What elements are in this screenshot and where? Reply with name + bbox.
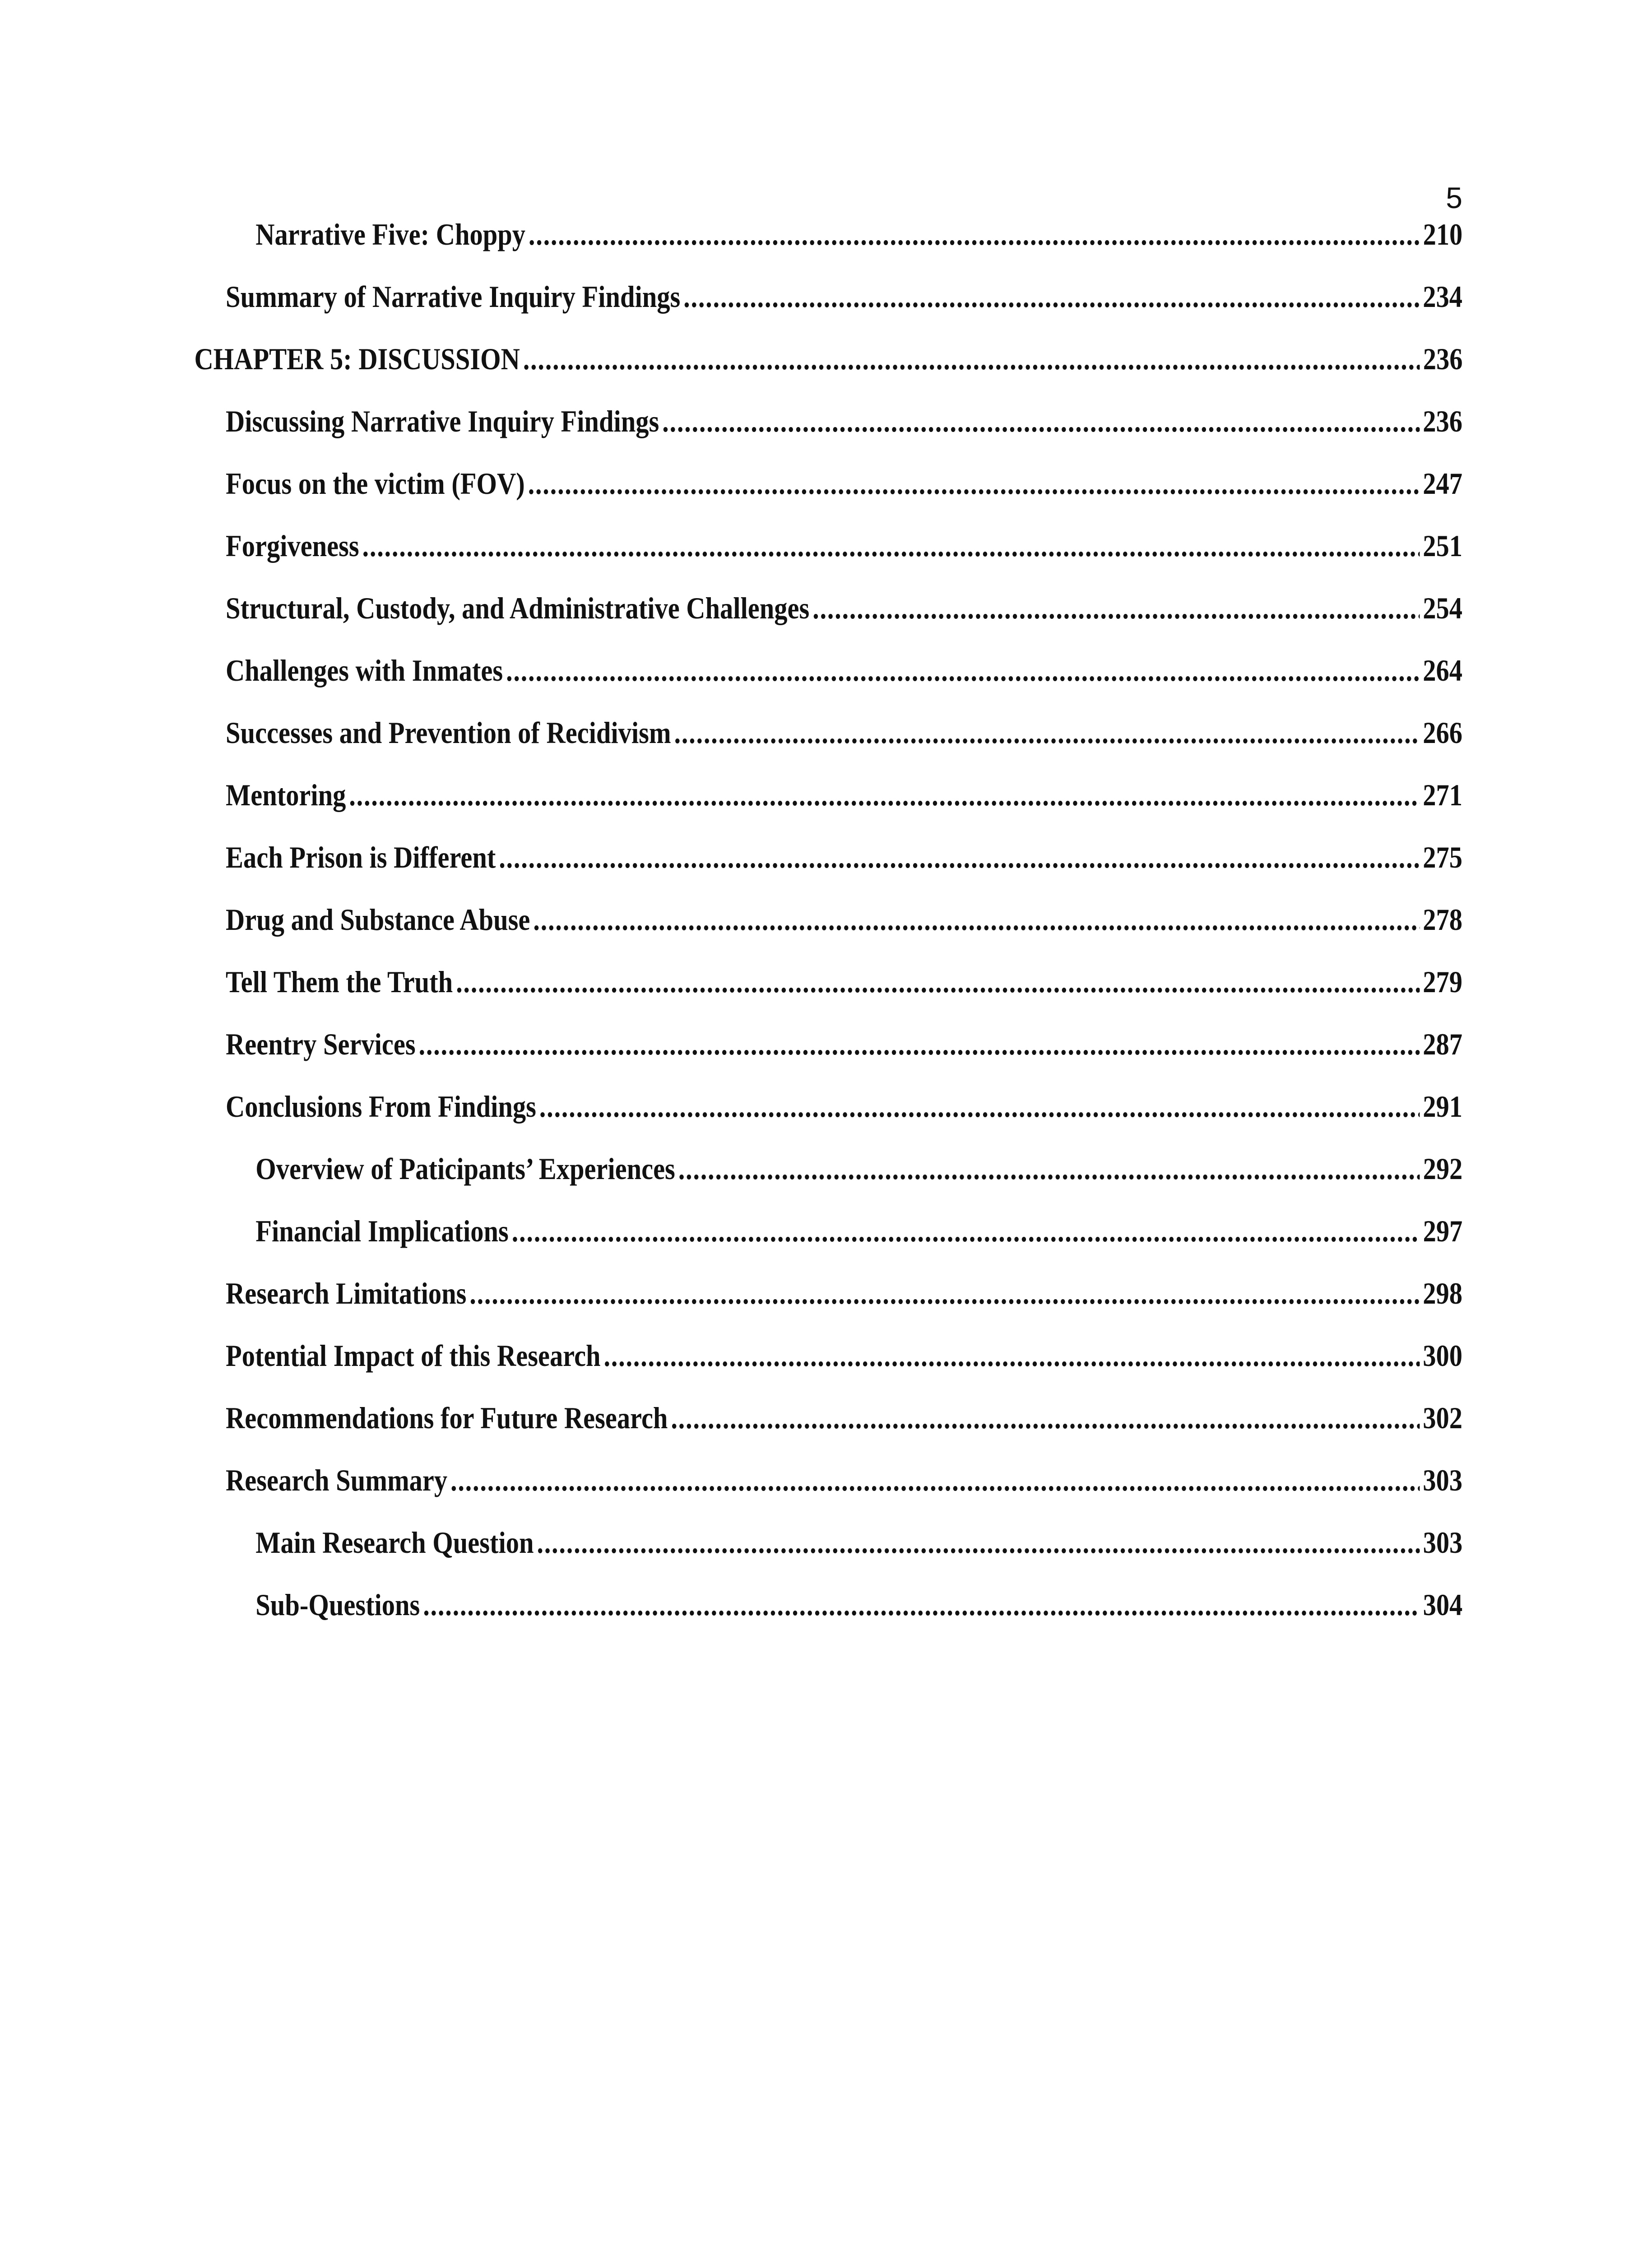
toc-entry-title: Discussing Narrative Inquiry Findings <box>226 404 659 438</box>
toc-entry-title: Each Prison is Different <box>226 840 496 874</box>
toc-entry[interactable] <box>0 777 1652 840</box>
toc-dot-leader <box>603 1338 1420 1374</box>
toc-entry[interactable] <box>0 341 1652 404</box>
toc-entry[interactable] <box>0 715 1652 777</box>
toc-entry-title: Narrative Five: Choppy <box>255 217 525 251</box>
toc-entry-page: 303 <box>1423 1463 1462 1497</box>
toc-entry[interactable] <box>0 964 1652 1026</box>
toc-entry-title: Research Summary <box>226 1463 448 1497</box>
toc-entry[interactable] <box>0 466 1652 528</box>
toc-entry-title: Mentoring <box>226 778 346 812</box>
toc-dot-leader <box>674 715 1420 751</box>
toc-entry[interactable] <box>0 1587 1652 1649</box>
toc-dot-leader <box>529 217 1420 252</box>
toc-entry-title: Summary of Narrative Inquiry Findings <box>226 279 681 314</box>
toc-entry-page: 292 <box>1423 1152 1462 1186</box>
toc-dot-leader <box>418 1026 1420 1062</box>
toc-entry-title: Drug and Substance Abuse <box>226 902 530 937</box>
table-of-contents <box>0 217 1652 1649</box>
toc-entry-page: 264 <box>1423 653 1462 687</box>
toc-dot-leader <box>469 1276 1420 1311</box>
toc-dot-leader <box>671 1400 1420 1436</box>
toc-entry-title: Financial Implications <box>255 1214 509 1248</box>
toc-entry[interactable] <box>0 840 1652 902</box>
toc-entry-page: 254 <box>1423 591 1462 625</box>
toc-entry-title: Challenges with Inmates <box>226 653 503 687</box>
toc-entry-page: 266 <box>1423 715 1462 750</box>
toc-dot-leader <box>523 341 1420 377</box>
toc-entry-page: 271 <box>1423 778 1462 812</box>
toc-dot-leader <box>683 279 1420 315</box>
toc-entry[interactable] <box>0 404 1652 466</box>
toc-entry-title: Potential Impact of this Research <box>226 1338 601 1373</box>
toc-entry-title: Forgiveness <box>226 529 359 563</box>
toc-entry[interactable] <box>0 1276 1652 1338</box>
toc-entry[interactable] <box>0 1400 1652 1463</box>
toc-entry-title: Tell Them the Truth <box>226 965 453 999</box>
toc-dot-leader <box>450 1463 1420 1498</box>
toc-entry-page: 275 <box>1423 840 1462 874</box>
toc-entry-title: Recommendations for Future Research <box>226 1401 668 1435</box>
toc-dot-leader <box>662 404 1420 439</box>
toc-dot-leader <box>511 1213 1420 1249</box>
toc-dot-leader <box>499 840 1420 875</box>
toc-dot-leader <box>528 466 1420 502</box>
toc-entry-page: 297 <box>1423 1214 1462 1248</box>
toc-dot-leader <box>456 964 1420 1000</box>
toc-entry[interactable] <box>0 1089 1652 1151</box>
toc-entry[interactable] <box>0 528 1652 590</box>
toc-entry-page: 278 <box>1423 902 1462 937</box>
toc-entry-page: 300 <box>1423 1338 1462 1373</box>
toc-entry[interactable] <box>0 1213 1652 1276</box>
toc-dot-leader <box>537 1525 1420 1560</box>
toc-entry-page: 236 <box>1423 342 1462 376</box>
toc-dot-leader <box>506 653 1420 688</box>
toc-entry[interactable] <box>0 217 1652 279</box>
toc-dot-leader <box>539 1089 1420 1124</box>
toc-entry[interactable] <box>0 1338 1652 1400</box>
toc-entry[interactable] <box>0 279 1652 341</box>
toc-entry[interactable] <box>0 590 1652 653</box>
toc-entry-page: 304 <box>1423 1588 1462 1622</box>
toc-entry-page: 247 <box>1423 466 1462 501</box>
toc-entry-page: 302 <box>1423 1401 1462 1435</box>
toc-entry-title: Main Research Question <box>255 1525 534 1560</box>
toc-entry-page: 298 <box>1423 1276 1462 1310</box>
toc-dot-leader <box>362 528 1420 564</box>
toc-entry-page: 279 <box>1423 965 1462 999</box>
toc-entry[interactable] <box>0 1525 1652 1587</box>
toc-entry[interactable] <box>0 1026 1652 1089</box>
toc-entry-title: Successes and Prevention of Recidivism <box>226 715 671 750</box>
toc-entry-page: 287 <box>1423 1027 1462 1061</box>
toc-entry-page: 291 <box>1423 1089 1462 1124</box>
toc-entry-page: 236 <box>1423 404 1462 438</box>
toc-entry-title: Conclusions From Findings <box>226 1089 536 1124</box>
toc-entry[interactable] <box>0 653 1652 715</box>
toc-entry-page: 303 <box>1423 1525 1462 1560</box>
page-number: 5 <box>1446 181 1462 214</box>
toc-entry[interactable] <box>0 902 1652 964</box>
toc-dot-leader <box>423 1587 1420 1623</box>
toc-entry-title: Structural, Custody, and Administrative Challenges <box>226 591 810 625</box>
toc-entry-title: Overview of Paticipants’ Experiences <box>255 1152 675 1186</box>
toc-entry[interactable] <box>0 1151 1652 1213</box>
toc-entry-title: CHAPTER 5: DISCUSSION <box>194 342 520 376</box>
toc-entry-page: 210 <box>1423 217 1462 251</box>
toc-entry-page: 234 <box>1423 279 1462 314</box>
toc-dot-leader <box>812 590 1420 626</box>
toc-entry-title: Focus on the victim (FOV) <box>226 466 525 501</box>
toc-entry[interactable] <box>0 1463 1652 1525</box>
toc-entry-title: Research Limitations <box>226 1276 467 1310</box>
toc-dot-leader <box>533 902 1420 938</box>
toc-entry-page: 251 <box>1423 529 1462 563</box>
toc-entry-title: Reentry Services <box>226 1027 416 1061</box>
toc-dot-leader <box>349 777 1420 813</box>
toc-entry-title: Sub-Questions <box>255 1588 420 1622</box>
toc-dot-leader <box>678 1151 1420 1187</box>
